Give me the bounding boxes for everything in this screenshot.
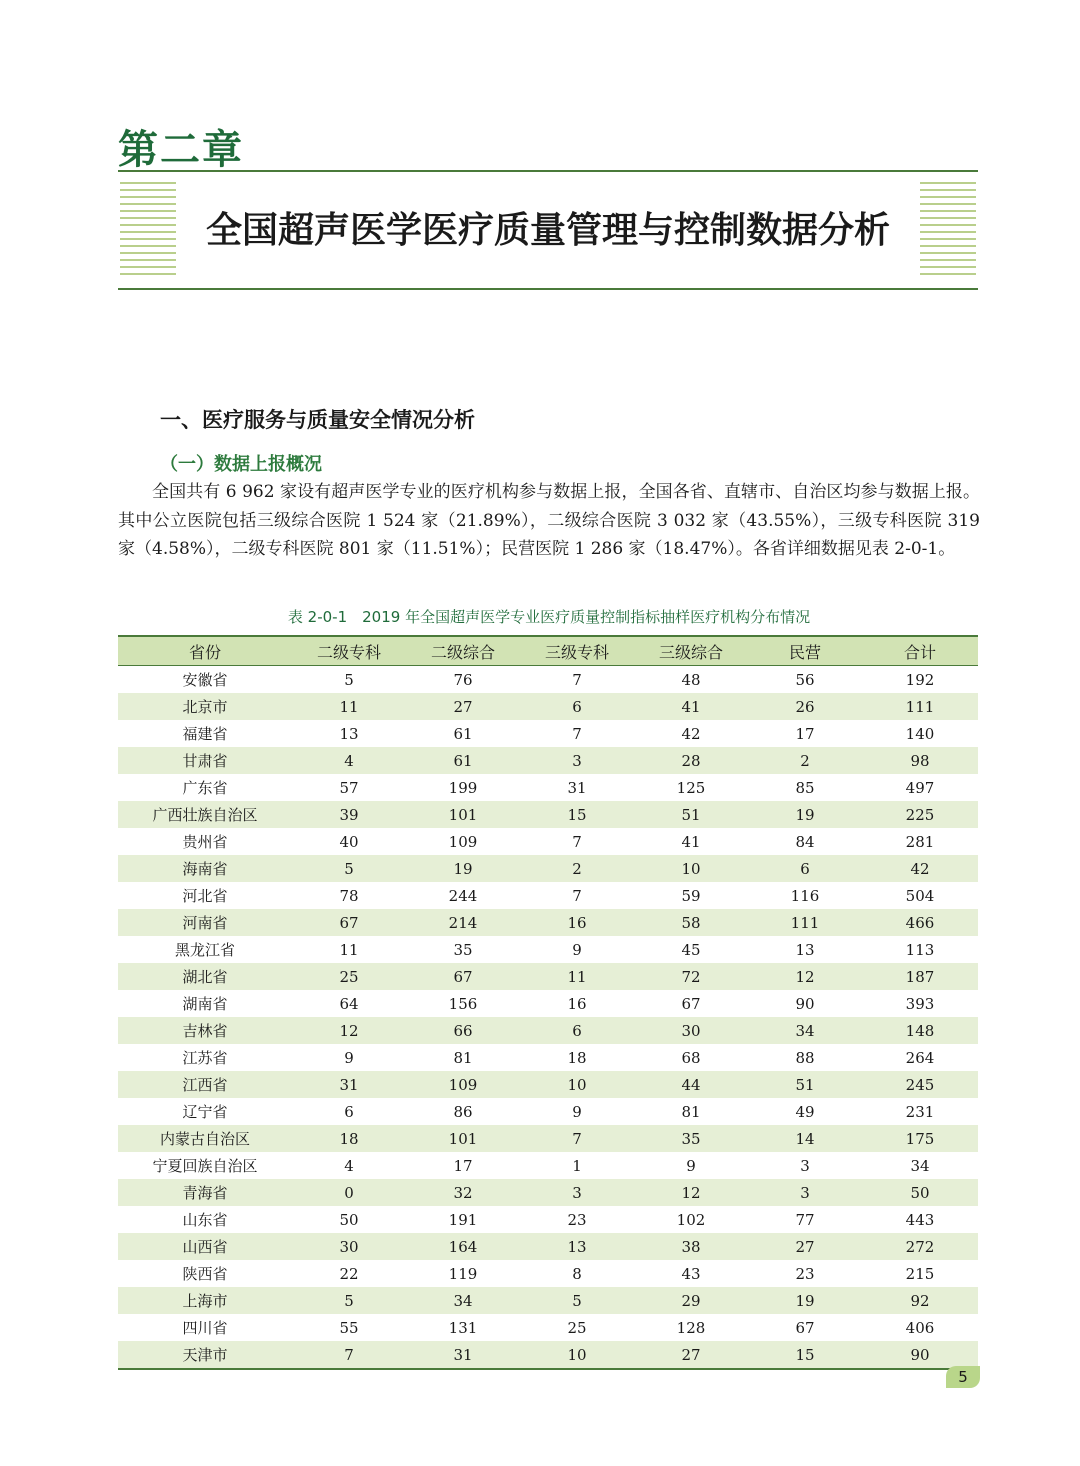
value-cell: 31 (406, 1341, 520, 1369)
value-cell: 7 (292, 1341, 406, 1369)
value-cell: 4 (292, 747, 406, 774)
value-cell: 101 (406, 1125, 520, 1152)
table-header-row (118, 636, 978, 666)
value-cell: 214 (406, 909, 520, 936)
institution-distribution-table (118, 635, 978, 1370)
value-cell: 35 (634, 1125, 748, 1152)
value-cell: 66 (406, 1017, 520, 1044)
column-header: 三级综合 (634, 636, 748, 666)
value-cell: 76 (453, 670, 473, 689)
value-cell: 101 (406, 801, 520, 828)
value-cell: 12 (748, 963, 862, 990)
table-row (118, 936, 978, 963)
table-row (118, 1341, 978, 1369)
value-cell: 12 (634, 1179, 748, 1206)
value-cell: 55 (339, 1318, 359, 1337)
value-cell: 225 (862, 801, 978, 828)
table-row (118, 774, 978, 801)
value-cell: 6 (520, 1017, 634, 1044)
value-cell: 5 (292, 855, 406, 882)
province-cell: 四川省 (182, 1319, 228, 1337)
value-cell: 81 (681, 1102, 701, 1121)
value-cell: 58 (634, 909, 748, 936)
value-cell: 67 (406, 963, 520, 990)
column-header: 合计 (862, 636, 978, 666)
value-cell: 264 (905, 1048, 935, 1067)
chapter-title-band (118, 170, 978, 290)
value-cell: 175 (862, 1125, 978, 1152)
value-cell: 16 (567, 994, 587, 1013)
value-cell: 19 (748, 1287, 862, 1314)
value-cell: 9 (572, 940, 582, 959)
column-header: 二级专科 (292, 636, 406, 666)
value-cell: 5 (292, 1287, 406, 1314)
value-cell: 17 (453, 1156, 473, 1175)
province-cell: 上海市 (118, 1287, 292, 1314)
value-cell: 13 (520, 1233, 634, 1260)
chapter-title: 全国超声医学医疗质量管理与控制数据分析 (205, 209, 890, 251)
value-cell: 88 (795, 1048, 815, 1067)
value-cell: 14 (748, 1125, 862, 1152)
value-cell: 11 (292, 693, 406, 720)
value-cell: 67 (681, 994, 701, 1013)
province-cell: 北京市 (118, 693, 292, 720)
column-header: 二级综合 (406, 636, 520, 666)
value-cell: 59 (681, 886, 701, 905)
chapter-label: 第二章 (118, 127, 244, 173)
value-cell: 3 (800, 1156, 810, 1175)
table-row (118, 1287, 978, 1314)
value-cell: 111 (748, 909, 862, 936)
value-cell: 245 (862, 1071, 978, 1098)
value-cell: 84 (795, 832, 815, 851)
table-row (118, 1071, 978, 1098)
value-cell: 41 (681, 832, 701, 851)
value-cell: 7 (572, 670, 582, 689)
value-cell: 67 (795, 1318, 815, 1337)
province-cell: 山西省 (118, 1233, 292, 1260)
value-cell: 78 (339, 886, 359, 905)
table-row (118, 909, 978, 936)
value-cell: 102 (676, 1210, 706, 1229)
table-caption: 表 2-0-1 2019 年全国超声医学专业医疗质量控制指标抽样医疗机构分布情况 (287, 608, 811, 626)
province-cell: 辽宁省 (182, 1103, 228, 1121)
value-cell: 90 (795, 994, 815, 1013)
subsection-heading: （一）数据上报概况 (160, 454, 322, 475)
value-cell: 16 (520, 909, 634, 936)
value-cell: 406 (905, 1318, 935, 1337)
value-cell: 6 (748, 855, 862, 882)
value-cell: 27 (634, 1341, 748, 1369)
table-row (118, 666, 978, 694)
value-cell: 7 (572, 832, 582, 851)
value-cell: 113 (905, 940, 935, 959)
value-cell: 50 (339, 1210, 359, 1229)
value-cell: 29 (634, 1287, 748, 1314)
value-cell: 92 (862, 1287, 978, 1314)
value-cell: 86 (453, 1102, 473, 1121)
value-cell: 109 (448, 832, 478, 851)
value-cell: 42 (681, 724, 701, 743)
value-cell: 34 (910, 1156, 930, 1175)
value-cell: 111 (862, 693, 978, 720)
value-cell: 6 (520, 693, 634, 720)
value-cell: 27 (406, 693, 520, 720)
column-header: 三级专科 (520, 636, 634, 666)
value-cell: 43 (681, 1264, 701, 1283)
value-cell: 272 (862, 1233, 978, 1260)
value-cell: 35 (453, 940, 473, 959)
value-cell: 15 (748, 1341, 862, 1369)
value-cell: 116 (790, 886, 820, 905)
province-cell: 宁夏回族自治区 (152, 1157, 258, 1175)
value-cell: 27 (748, 1233, 862, 1260)
value-cell: 2 (520, 855, 634, 882)
value-cell: 466 (862, 909, 978, 936)
value-cell: 244 (448, 886, 478, 905)
table-body (118, 666, 978, 1370)
value-cell: 17 (795, 724, 815, 743)
value-cell: 51 (748, 1071, 862, 1098)
value-cell: 31 (567, 778, 587, 797)
table-row (118, 1179, 978, 1206)
value-cell: 11 (339, 940, 359, 959)
value-cell: 30 (292, 1233, 406, 1260)
value-cell: 41 (634, 693, 748, 720)
value-cell: 50 (862, 1179, 978, 1206)
value-cell: 45 (681, 940, 701, 959)
table-row (118, 693, 978, 720)
value-cell: 148 (862, 1017, 978, 1044)
value-cell: 23 (795, 1264, 815, 1283)
table-row (118, 1125, 978, 1152)
province-cell: 湖北省 (118, 963, 292, 990)
value-cell: 5 (520, 1287, 634, 1314)
value-cell: 22 (339, 1264, 359, 1283)
value-cell: 23 (567, 1210, 587, 1229)
table-row (118, 1233, 978, 1260)
province-cell: 湖南省 (182, 995, 228, 1013)
value-cell: 25 (567, 1318, 587, 1337)
value-cell: 19 (748, 801, 862, 828)
province-cell: 广西壮族自治区 (118, 801, 292, 828)
table-row (118, 801, 978, 828)
value-cell: 15 (520, 801, 634, 828)
value-cell: 231 (905, 1102, 935, 1121)
value-cell: 56 (795, 670, 815, 689)
value-cell: 6 (344, 1102, 354, 1121)
value-cell: 10 (634, 855, 748, 882)
value-cell: 68 (681, 1048, 701, 1067)
value-cell: 28 (634, 747, 748, 774)
value-cell: 49 (795, 1102, 815, 1121)
table-row (118, 963, 978, 990)
value-cell: 125 (676, 778, 706, 797)
value-cell: 34 (406, 1287, 520, 1314)
value-cell: 156 (448, 994, 478, 1013)
value-cell: 443 (905, 1210, 935, 1229)
value-cell: 0 (292, 1179, 406, 1206)
table-row (118, 1044, 978, 1071)
value-cell: 7 (572, 886, 582, 905)
value-cell: 19 (406, 855, 520, 882)
section-heading: 一、医疗服务与质量安全情况分析 (160, 407, 475, 432)
value-cell: 44 (634, 1071, 748, 1098)
value-cell: 81 (453, 1048, 473, 1067)
value-cell: 57 (339, 778, 359, 797)
value-cell: 40 (339, 832, 359, 851)
province-cell: 河南省 (118, 909, 292, 936)
value-cell: 12 (292, 1017, 406, 1044)
value-cell: 10 (520, 1341, 634, 1369)
province-cell: 海南省 (118, 855, 292, 882)
value-cell: 8 (572, 1264, 582, 1283)
table-row (118, 1206, 978, 1233)
value-cell: 67 (292, 909, 406, 936)
value-cell: 10 (520, 1071, 634, 1098)
body-paragraph: 全国共有 6 962 家设有超声医学专业的医疗机构参与数据上报，全国各省、直辖市、自治区均参与数据上报。其中公立医院包括三级综合医院 1 524 家（21.89%），二级综合医院 3 032 家（43.55%），三级专科医院 319 家（4.58%），二级专科医院 801 家（11.51%）；民营医院 1 286 家（18.47%）。各省详细数据见表 2-0-1。 (118, 482, 980, 559)
value-cell: 38 (634, 1233, 748, 1260)
value-cell: 393 (905, 994, 935, 1013)
value-cell: 31 (292, 1071, 406, 1098)
province-cell: 山东省 (182, 1211, 228, 1229)
province-cell: 江苏省 (182, 1049, 228, 1067)
value-cell: 11 (520, 963, 634, 990)
province-cell: 黑龙江省 (174, 941, 235, 959)
value-cell: 187 (862, 963, 978, 990)
value-cell: 497 (905, 778, 935, 797)
province-cell: 安徽省 (182, 671, 228, 689)
province-cell: 江西省 (118, 1071, 292, 1098)
value-cell: 140 (905, 724, 935, 743)
table-row (118, 1152, 978, 1179)
table-row (118, 882, 978, 909)
province-cell: 甘肃省 (118, 747, 292, 774)
value-cell: 42 (862, 855, 978, 882)
table-row (118, 990, 978, 1017)
value-cell: 128 (676, 1318, 706, 1337)
value-cell: 9 (686, 1156, 696, 1175)
value-cell: 26 (748, 693, 862, 720)
value-cell: 18 (567, 1048, 587, 1067)
value-cell: 13 (339, 724, 359, 743)
value-cell: 3 (520, 1179, 634, 1206)
table-row (118, 1314, 978, 1341)
value-cell: 98 (862, 747, 978, 774)
value-cell: 9 (572, 1102, 582, 1121)
value-cell: 199 (448, 778, 478, 797)
value-cell: 3 (520, 747, 634, 774)
value-cell: 192 (905, 670, 935, 689)
value-cell: 85 (795, 778, 815, 797)
page-number: 5 (946, 1366, 980, 1388)
value-cell: 13 (795, 940, 815, 959)
value-cell: 90 (862, 1341, 978, 1369)
value-cell: 34 (748, 1017, 862, 1044)
table-row (118, 747, 978, 774)
value-cell: 51 (634, 801, 748, 828)
value-cell: 3 (748, 1179, 862, 1206)
value-cell: 18 (292, 1125, 406, 1152)
value-cell: 72 (634, 963, 748, 990)
value-cell: 4 (344, 1156, 354, 1175)
value-cell: 48 (681, 670, 701, 689)
value-cell: 61 (406, 747, 520, 774)
province-cell: 内蒙古自治区 (118, 1125, 292, 1152)
table-row (118, 720, 978, 747)
value-cell: 7 (572, 724, 582, 743)
value-cell: 215 (905, 1264, 935, 1283)
province-cell: 陕西省 (182, 1265, 228, 1283)
table-row (118, 1017, 978, 1044)
value-cell: 191 (448, 1210, 478, 1229)
value-cell: 30 (634, 1017, 748, 1044)
value-cell: 504 (905, 886, 935, 905)
province-cell: 广东省 (182, 779, 228, 797)
value-cell: 119 (448, 1264, 478, 1283)
table-row (118, 828, 978, 855)
table-row (118, 1260, 978, 1287)
value-cell: 7 (520, 1125, 634, 1152)
province-cell: 天津市 (118, 1341, 292, 1369)
table-row (118, 855, 978, 882)
table-row (118, 1098, 978, 1125)
value-cell: 5 (344, 670, 354, 689)
value-cell: 64 (339, 994, 359, 1013)
value-cell: 9 (344, 1048, 354, 1067)
value-cell: 61 (453, 724, 473, 743)
province-cell: 河北省 (182, 887, 228, 905)
value-cell: 109 (406, 1071, 520, 1098)
column-header: 省份 (118, 636, 292, 666)
value-cell: 2 (748, 747, 862, 774)
province-cell: 福建省 (182, 725, 228, 743)
decorative-stripes-right (920, 182, 976, 278)
value-cell: 25 (292, 963, 406, 990)
value-cell: 1 (572, 1156, 582, 1175)
province-cell: 贵州省 (182, 833, 228, 851)
column-header: 民营 (748, 636, 862, 666)
value-cell: 32 (406, 1179, 520, 1206)
value-cell: 281 (905, 832, 935, 851)
value-cell: 39 (292, 801, 406, 828)
value-cell: 131 (448, 1318, 478, 1337)
province-cell: 青海省 (118, 1179, 292, 1206)
value-cell: 164 (406, 1233, 520, 1260)
value-cell: 77 (795, 1210, 815, 1229)
province-cell: 吉林省 (118, 1017, 292, 1044)
